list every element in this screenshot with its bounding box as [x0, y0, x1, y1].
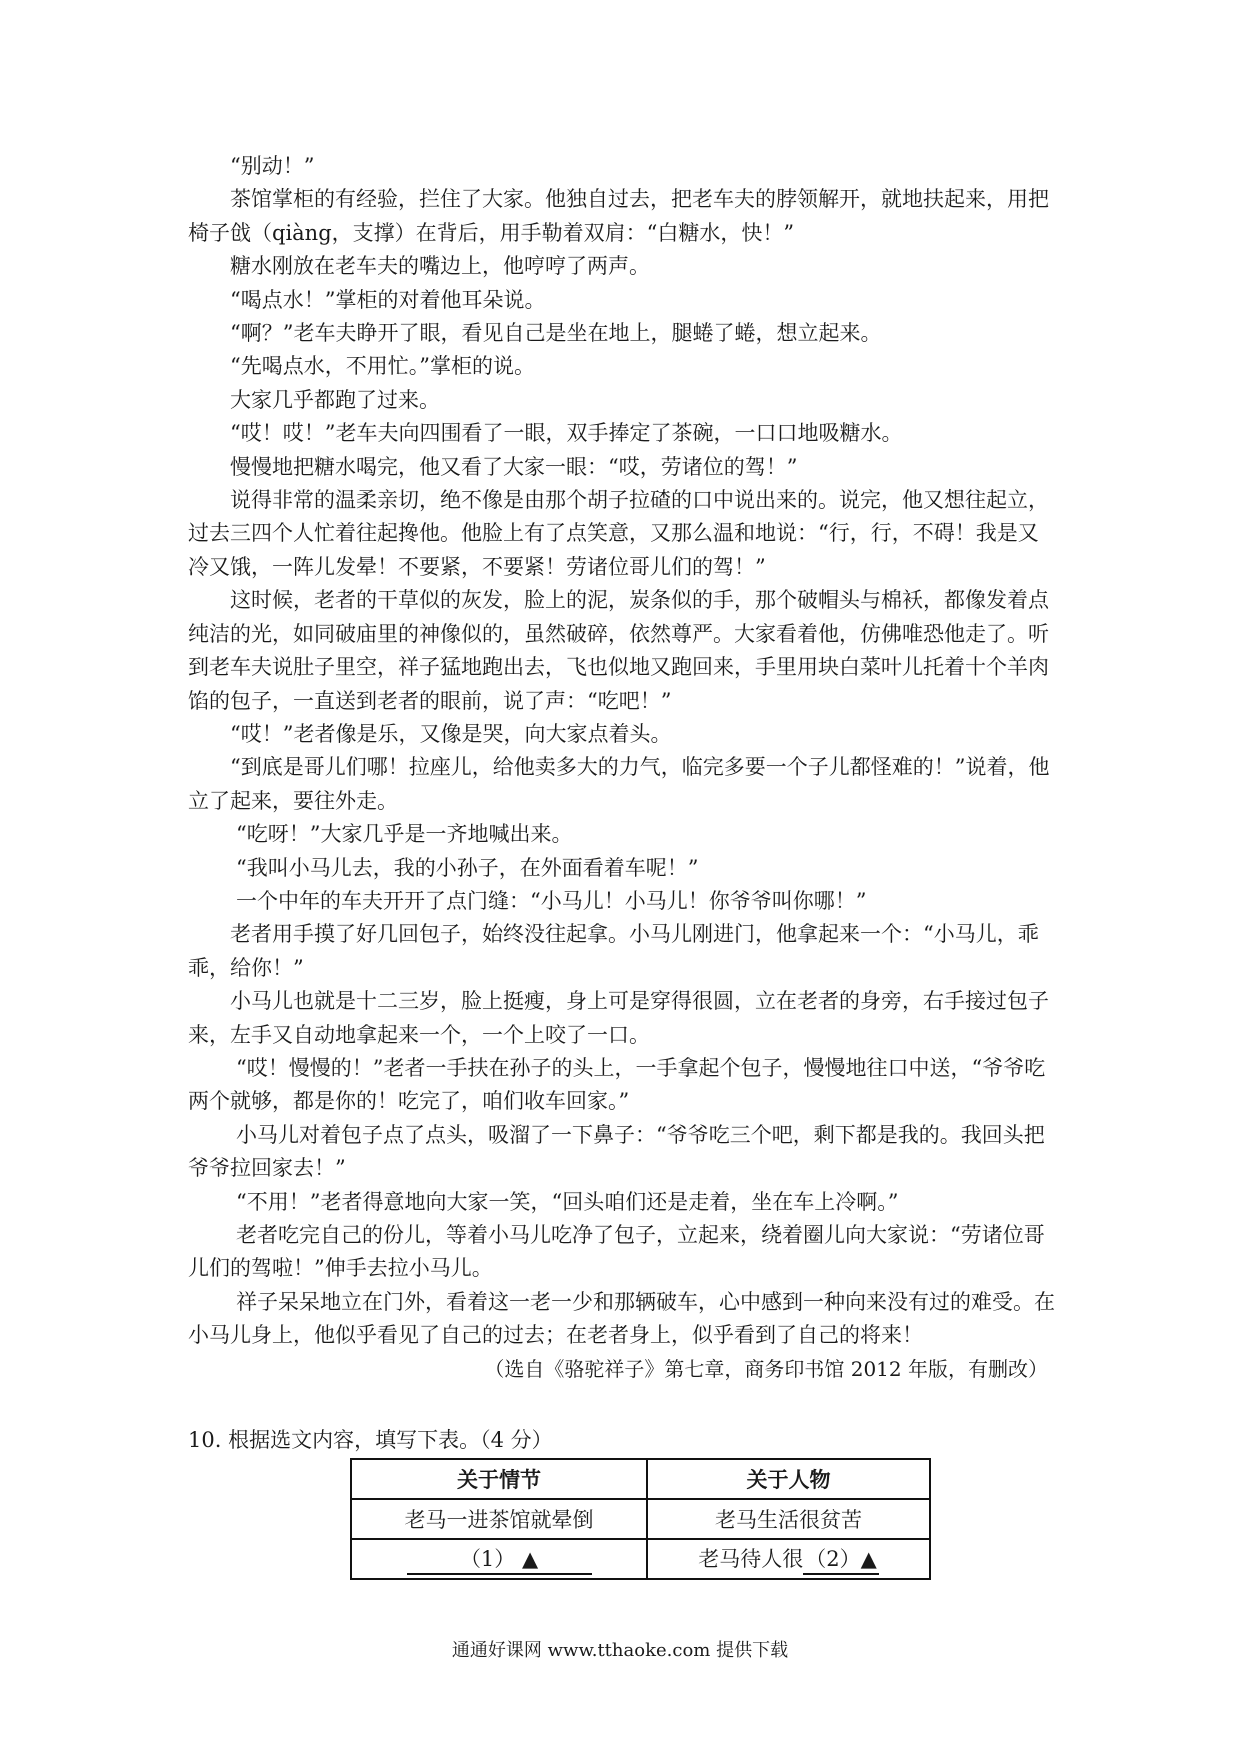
cell-text: 老马待人很	[698, 1547, 804, 1571]
answer-blank-1: （1） ▲	[407, 1543, 592, 1575]
passage	[188, 150, 1058, 1386]
table-cell	[351, 1539, 647, 1579]
table-row	[351, 1499, 930, 1539]
paragraph: 老者吃完自己的份儿，等着小马儿吃净了包子，立起来，绕着圈儿向大家说：“劳诸位哥儿们的驾啦！”伸手去拉小马儿。	[188, 1223, 1045, 1281]
paragraph: “别动！”	[230, 154, 315, 178]
table-cell: 老马一进茶馆就晕倒	[351, 1499, 647, 1539]
paragraph: 老者用手摸了好几回包子，始终没往起拿。小马儿刚进门，他拿起来一个：“小马儿，乖乖，给你！”	[188, 922, 1039, 980]
paragraph: “哎！慢慢的！”老者一手扶在孙子的头上，一手拿起个包子，慢慢地往口中送，“爷爷吃两个就够，都是你的！吃完了，咱们收车回家。”	[188, 1055, 1046, 1114]
paragraph: 慢慢地把糖水喝完，他又看了大家一眼：“哎，劳诸位的驾！”	[230, 454, 798, 479]
paragraph: 糖水刚放在老车夫的嘴边上，他哼哼了两声。	[230, 254, 650, 279]
table-cell	[647, 1539, 930, 1579]
table-cell: 老马生活很贫苦	[647, 1499, 930, 1539]
question-10: 10. 根据选文内容，填写下表。（4 分）	[188, 1428, 553, 1452]
paragraph: 这时候，老者的干草似的灰发，脸上的泥，炭条似的手，那个破帽头与棉袄，都像发着点纯洁的光，如同破庙里的神像似的，虽然破碎，依然尊严。大家看着他，仿佛唯恐他走了。听到老车夫说肚子里空，祥子猛地跑出去，飞也似地又跑回来，手里用块白菜叶儿托着十个羊肉馅的包子，一直送到老者的眼前，说了声：“吃吧！”	[188, 588, 1049, 713]
paragraph: “哎！”老者像是乐，又像是哭，向大家点着头。	[230, 721, 672, 746]
paragraph: “吃呀！”大家几乎是一齐地喊出来。	[236, 822, 573, 847]
answer-table	[350, 1458, 931, 1580]
answer-blank-2: （2）▲	[803, 1543, 879, 1575]
paragraph: 大家几乎都跑了过来。	[230, 387, 440, 412]
paragraph: 茶馆掌柜的有经验，拦住了大家。他独自过去，把老车夫的脖领解开，就地扶起来，用把椅子戗（qiàng，支撑）在背后，用手勒着双肩：“白糖水，快！”	[188, 187, 1049, 245]
table-header-row	[351, 1459, 930, 1499]
paragraph: “喝点水！”掌柜的对着他耳朵说。	[230, 287, 546, 312]
paragraph: “先喝点水，不用忙。”掌柜的说。	[230, 354, 535, 379]
source-citation: （选自《骆驼祥子》第七章，商务印书馆 2012 年版，有删改）	[484, 1356, 1048, 1381]
footer: 通通好课网 www.tthaoke.com 提供下载	[451, 1640, 789, 1661]
paragraph: 小马儿对着包子点了点头，吸溜了一下鼻子：“爷爷吃三个吧，剩下都是我的。我回头把爷爷拉回家去！”	[188, 1122, 1045, 1181]
header-plot: 关于情节	[351, 1459, 647, 1499]
paragraph: 小马儿也就是十二三岁，脸上挺瘦，身上可是穿得很圆，立在老者的身旁，右手接过包子来，左手又自动地拿起来一个，一个上咬了一口。	[188, 989, 1049, 1047]
paragraph: 一个中年的车夫开开了点门缝：“小马儿！小马儿！你爷爷叫你哪！”	[236, 888, 867, 913]
paragraph: “我叫小马儿去，我的小孙子，在外面看着车呢！”	[236, 855, 699, 880]
paragraph: “哎！哎！”老车夫向四围看了一眼，双手捧定了茶碗，一口口地吸糖水。	[230, 421, 903, 446]
table-row	[351, 1539, 930, 1579]
paragraph: 说得非常的温柔亲切，绝不像是由那个胡子拉碴的口中说出来的。说完，他又想往起立，过去三四个人忙着往起搀他。他脸上有了点笑意，又那么温和地说：“行，行，不碍！我是又冷又饿，一阵儿发晕！不要紧，不要紧！劳诸位哥儿们的驾！”	[188, 488, 1049, 579]
header-character: 关于人物	[647, 1459, 930, 1499]
paragraph: “啊？”老车夫睁开了眼，看见自己是坐在地上，腿蜷了蜷，想立起来。	[230, 321, 882, 346]
paragraph: “不用！”老者得意地向大家一笑，“回头咱们还是走着，坐在车上冷啊。”	[236, 1189, 899, 1214]
paragraph: 祥子呆呆地立在门外，看着这一老一少和那辆破车，心中感到一种向来没有过的难受。在小马儿身上，他似乎看见了自己的过去；在老者身上，似乎看到了自己的将来！	[188, 1289, 1055, 1348]
paragraph: “到底是哥儿们哪！拉座儿，给他卖多大的力气，临完多要一个子儿都怪难的！”说着，他立了起来，要往外走。	[188, 755, 1050, 813]
